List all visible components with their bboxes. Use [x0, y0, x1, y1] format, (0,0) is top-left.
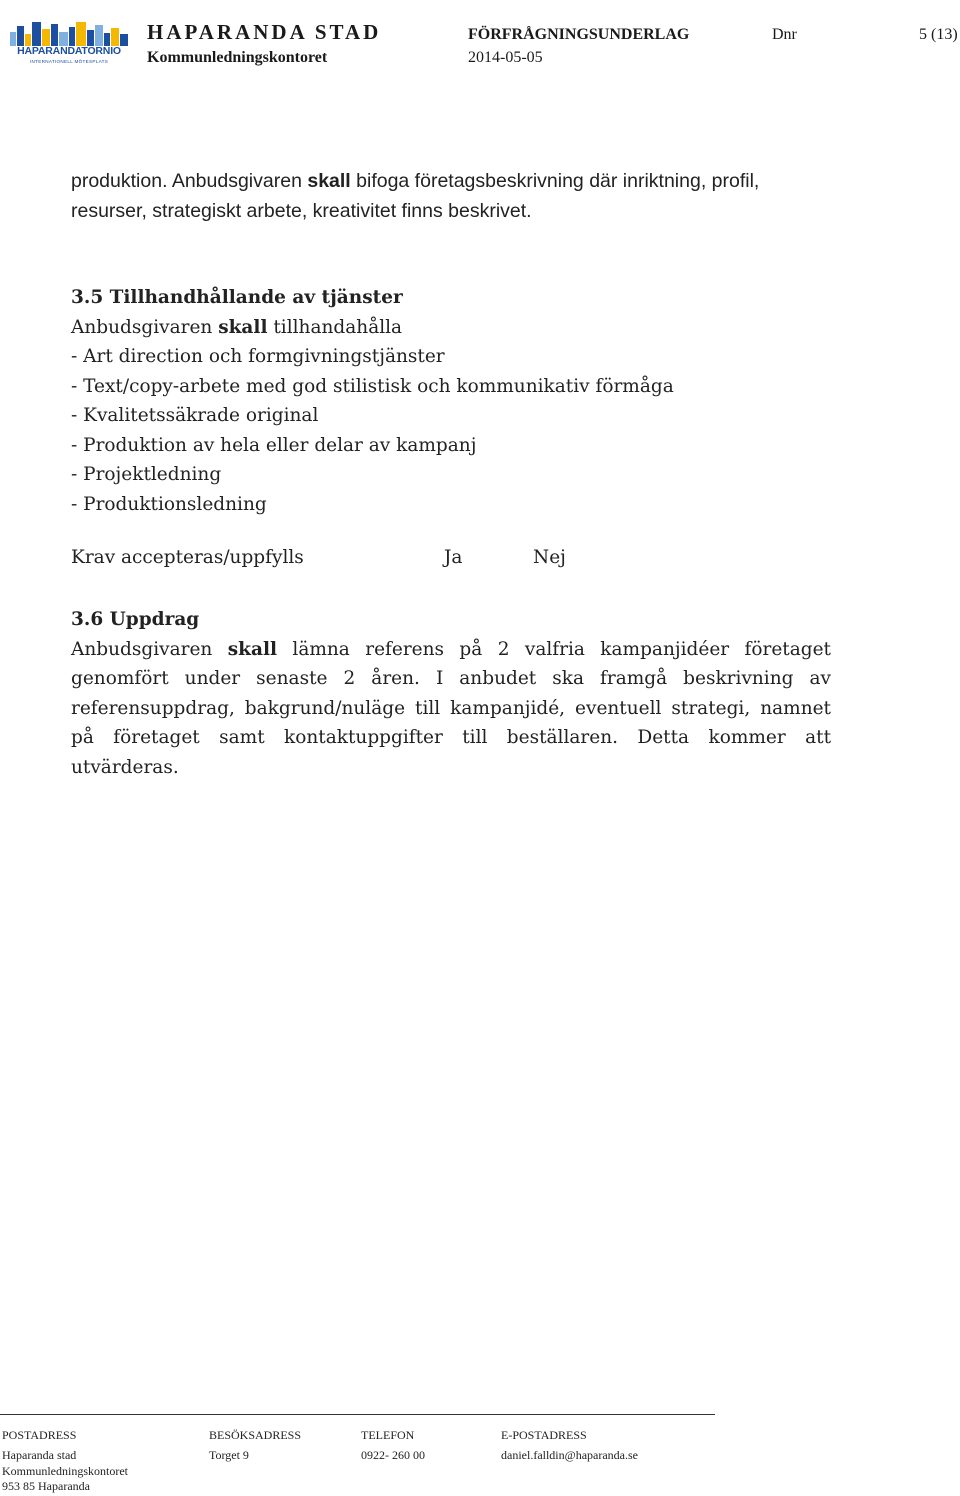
footer-postal-line: Haparanda stad	[2, 1448, 77, 1462]
footer-phone-number: 0922- 260 00	[361, 1448, 425, 1462]
logo-tagline: INTERNATIONELL MÖTESPLATS	[29, 59, 109, 64]
service-list-item: - Kvalitetssäkrade original	[71, 405, 319, 426]
footer-divider	[0, 1414, 715, 1415]
section-3-6-line: genomfört under senaste 2 åren. I anbudet ska framgå beskrivning av	[71, 668, 831, 689]
requirement-yes-option: Ja	[444, 547, 463, 568]
service-list-item: - Produktionsledning	[71, 493, 267, 515]
service-list-item: - Art direction och formgivningstjänster	[71, 346, 445, 367]
city-skyline-logo-icon	[10, 22, 128, 46]
section-3-5	[71, 283, 831, 519]
service-list-item: - Text/copy-arbete med god stilistisk och kommunikativ förmåga	[71, 375, 674, 397]
document-type: FÖRFRÅGNINGSUNDERLAG	[468, 26, 690, 43]
intro-post: tillhandahålla	[267, 316, 403, 338]
footer-visit-address: Torget 9	[209, 1448, 249, 1462]
footer-email-address: daniel.falldin@haparanda.se	[501, 1448, 638, 1462]
requirement-row	[71, 547, 771, 577]
requirement-label: Krav accepteras/uppfylls	[71, 547, 304, 568]
intro-text-start: produktion. Anbudsgivaren	[71, 170, 308, 192]
section-3-6-heading: 3.6 Uppdrag	[71, 609, 200, 630]
document-number-label: Dnr	[772, 26, 797, 43]
footer-visit-label: BESÖKSADRESS	[209, 1428, 302, 1442]
line1-pre: Anbudsgivaren	[71, 638, 228, 660]
haparandatornio-logo	[4, 22, 130, 68]
intro-keyword: skall	[218, 316, 268, 338]
section-3-6-line	[71, 635, 831, 665]
section-3-6-line: utvärderas.	[71, 756, 179, 778]
section-3-6	[71, 605, 831, 782]
footer-postal-line: Kommunledningskontoret	[2, 1464, 128, 1478]
section-3-6-line: på företaget samt kontaktuppgifter till beställaren. Detta kommer att	[71, 727, 831, 748]
section-3-6-line: referensuppdrag, bakgrund/nuläge till kampanjidé, eventuell strategi, namnet	[71, 697, 831, 719]
footer-email-label: E-POSTADRESS	[501, 1428, 587, 1442]
intro-keyword: skall	[307, 170, 351, 192]
logo-wordmark: HAPARANDATORNIO	[17, 45, 121, 57]
requirement-no-option: Nej	[533, 547, 566, 568]
intro-paragraph	[71, 167, 831, 226]
intro-pre: Anbudsgivaren	[71, 316, 219, 338]
line1-post: lämna referens på 2 valfria kampanjidéer företaget	[277, 638, 831, 660]
service-list-item: - Projektledning	[71, 464, 222, 485]
section-3-5-intro	[71, 313, 831, 343]
organization-unit: Kommunledningskontoret	[147, 49, 328, 66]
intro-text-end: bifoga företagsbeskrivning där inriktning, profil, resurser, strategiskt arbete, kreativitet finns beskrivet.	[71, 170, 760, 222]
page-number: 5 (13)	[919, 26, 958, 43]
section-3-5-heading: 3.5 Tillhandhållande av tjänster	[71, 287, 403, 308]
service-list-item: - Produktion av hela eller delar av kampanj	[71, 434, 477, 456]
footer-postal-label: POSTADRESS	[2, 1428, 77, 1442]
organization-name: HAPARANDA STAD	[147, 20, 382, 44]
footer-postal-line: 953 85 Haparanda	[2, 1479, 90, 1493]
document-date: 2014-05-05	[468, 49, 543, 66]
line1-keyword: skall	[227, 638, 277, 660]
footer-phone-label: TELEFON	[361, 1428, 415, 1442]
